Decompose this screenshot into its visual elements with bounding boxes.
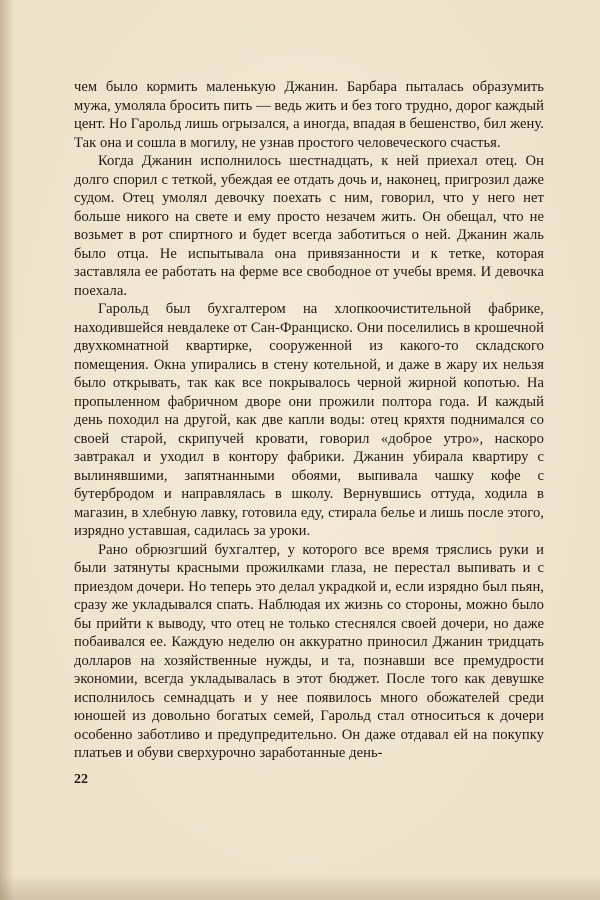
paragraph-3: Гарольд был бухгалтером на хлопкоочистительной фабрике, находившейся невдалеке от Сан-Франциско. Они поселились в крошечной двухкомнатной квартирке, сооруженной из какого-то складского помещения. Окна упирались в стену котельной, и даже в жару их нельзя было открывать, так как все покрывалось черной жирной копотью. На пропыленном фабричном дворе они прожили полтора года. И каждый день походил на другой, как две капли воды: отец кряхтя поднимался со своей старой, скрипучей кровати, говорил «доброе утро», наскоро завтракал и уходил в контору фабрики. Джанин убирала квартиру с вылинявшими, запятнанными обоями, выпивала чашку кофе с бутербродом и направлялась в школу. Вернувшись оттуда, ходила в магазин, в хлебную лавку, готовила еду, стирала белье и лишь после этого, изрядно уставшая, садилась за уроки. [74,301,544,539]
page-number: 22 [74,772,88,787]
paragraph-4: Рано обрюзгший бухгалтер, у которого все время тряслись руки и были затянуты красными прожилками глаза, не перестал выпивать и с приездом дочери. Но теперь это делал украдкой и, если изрядно был пьян, сразу же укладывался спать. Наблюдая их жизнь со стороны, можно было бы прийти к выводу, что отец не только стеснялся своей дочери, но даже побаивался ее. Каждую неделю он аккуратно приносил Джанин тридцать долларов на хозяйственные нужды, и та, познавши все премудрости экономии, всегда укладывалась в этот бюджет. После того как девушке исполнилось семнадцать и у нее появилось много обожателей среди юношей из довольно богатых семей, Гарольд стал относиться к дочери особенно заботливо и предупредительно. Он даже отдавал ей на покупку платьев и обуви сверхурочно заработанные день- [74,541,544,761]
paragraph-2: Когда Джанин исполнилось шестнадцать, к ней приехал отец. Он долго спорил с теткой, убеждая ее отдать дочь и, наконец, пригрозил даже судом. Отец умолял девочку поехать с ним, говорил, что у него нет больше никого на свете и ему просто незачем жить. Он обещал, что не возьмет в рот спиртного и будет всегда заботиться о ней. Джанин жаль было отца. Не испытывала она привязанности и к тетке, которая заставляла ее работать на ферме все свободное от учебы время. И девочка поехала. [74,153,544,299]
paragraph-1: чем было кормить маленькую Джанин. Барбара пыталась образумить мужа, умоляла бросить пить — ведь жить и без того трудно, дорог каждый цент. Но Гарольд лишь огрызался, а иногда, впадая в бешенство, бил жену. Так она и сошла в могилу, не узнав простого человеческого счастья. [74,79,544,151]
page-body [74,78,544,763]
